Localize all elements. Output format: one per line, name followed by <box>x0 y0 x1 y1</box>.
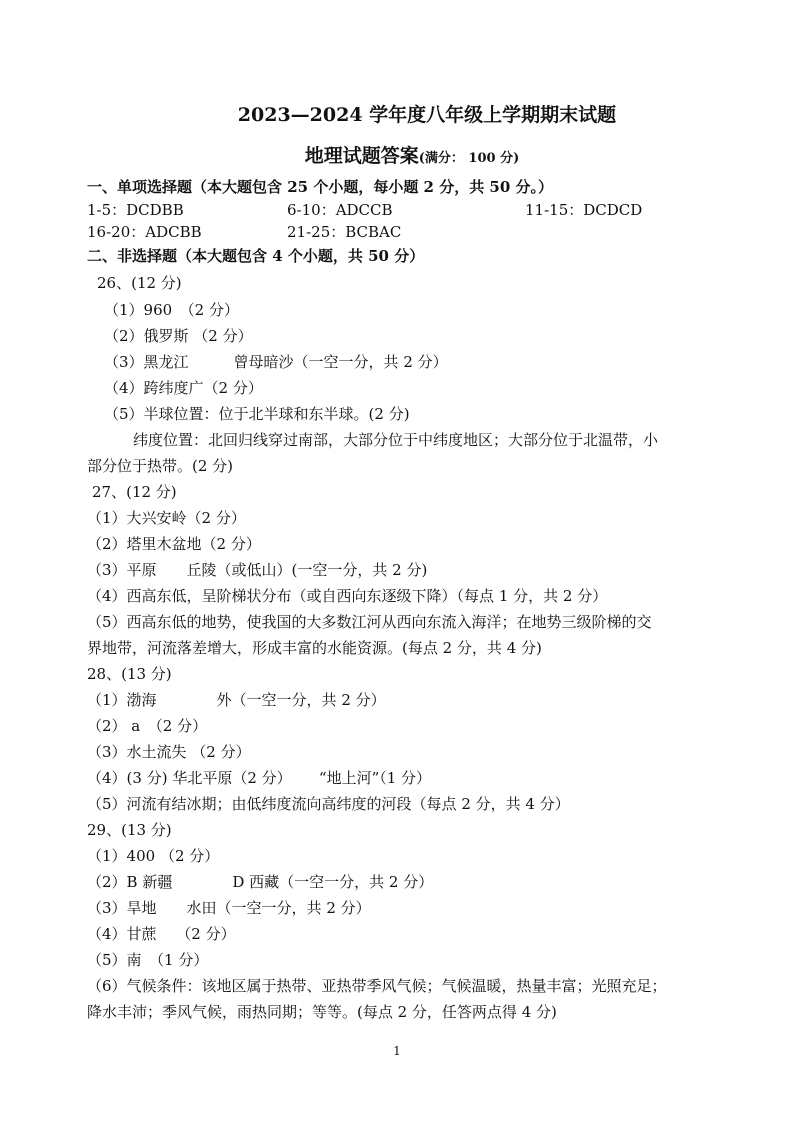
mc-answer-6-10: 6-10：ADCCB <box>287 201 393 219</box>
q29-line: （3）旱地 水田（一空一分，共 2 分） <box>87 899 371 917</box>
q26-heading: 26、(12 分) <box>97 274 182 292</box>
q28-line: （4）(3 分) 华北平原（2 分） “地上河”（1 分） <box>87 769 432 787</box>
mc-answer-11-15: 11-15：DCDCD <box>525 201 643 219</box>
page-title: 2023—2024 学年度八年级上学期期末试题 <box>237 104 617 126</box>
page-subtitle <box>0 141 794 168</box>
q26-line: 纬度位置：北回归线穿过南部，大部分位于中纬度地区；大部分位于北温带，小 <box>133 431 659 449</box>
q28-line: （5）河流有结冰期；由低纬度流向高纬度的河段（每点 2 分，共 4 分） <box>87 795 570 813</box>
q29-line: （2）B 新疆 D 西藏（一空一分，共 2 分） <box>87 873 434 891</box>
q29-line: 降水丰沛；季风气候，雨热同期；等等。(每点 2 分，任答两点得 4 分) <box>87 1003 557 1021</box>
q26-line: （3）黑龙江 曾母暗沙（一空一分，共 2 分） <box>104 353 448 371</box>
section1-heading: 一、单项选择题（本大题包含 25 个小题，每小题 2 分，共 50 分。） <box>87 178 554 196</box>
q26-line: （1）960 （2 分） <box>104 301 239 319</box>
q28-line: （3）水土流失 （2 分） <box>87 743 251 761</box>
page-number: 1 <box>393 1044 401 1058</box>
mc-answer-21-25: 21-25：BCBAC <box>287 223 402 241</box>
mc-answer-16-20: 16-20：ADCBB <box>87 223 202 241</box>
q29-heading: 29、(13 分) <box>87 821 172 839</box>
q26-line: 部分位于热带。(2 分) <box>87 457 234 475</box>
mc-answer-1-5: 1-5：DCDBB <box>87 201 184 219</box>
q28-line: （2） a （2 分） <box>87 717 208 735</box>
q27-line: （4）西高东低，呈阶梯状分布（或自西向东逐级下降）（每点 1 分，共 2 分） <box>87 587 608 605</box>
subtitle-main: 地理试题答案 <box>304 145 419 167</box>
q27-line: （3）平原 丘陵（或低山）(一空一分，共 2 分) <box>87 561 428 579</box>
q29-line: （6）气候条件：该地区属于热带、亚热带季风气候；气候温暖，热量丰富；光照充足； <box>87 977 667 995</box>
q28-line: （1）渤海 外（一空一分，共 2 分） <box>87 691 386 709</box>
q29-line: （4）甘蔗 （2 分） <box>87 925 236 943</box>
section2-heading: 二、非选择题（本大题包含 4 个小题，共 50 分） <box>87 247 425 265</box>
q29-line: （5）南 （1 分） <box>87 951 209 969</box>
q27-line: （1）大兴安岭（2 分） <box>87 509 246 527</box>
q27-line: 界地带，河流落差增大，形成丰富的水能资源。(每点 2 分，共 4 分) <box>87 639 542 657</box>
subtitle-score: (满分： 100 分) <box>418 151 520 166</box>
q26-line: （5）半球位置：位于北半球和东半球。(2 分) <box>104 405 410 423</box>
q26-line: （2）俄罗斯 （2 分） <box>104 327 253 345</box>
q28-heading: 28、(13 分) <box>87 665 172 683</box>
q29-line: （1）400 （2 分） <box>87 847 220 865</box>
q26-line: （4）跨纬度广（2 分） <box>104 379 263 397</box>
q27-heading: 27、(12 分) <box>92 483 177 501</box>
q27-line: （2）塔里木盆地（2 分） <box>87 535 261 553</box>
q27-line: （5）西高东低的地势，使我国的大多数江河从西向东流入海洋；在地势三级阶梯的交 <box>87 613 652 631</box>
